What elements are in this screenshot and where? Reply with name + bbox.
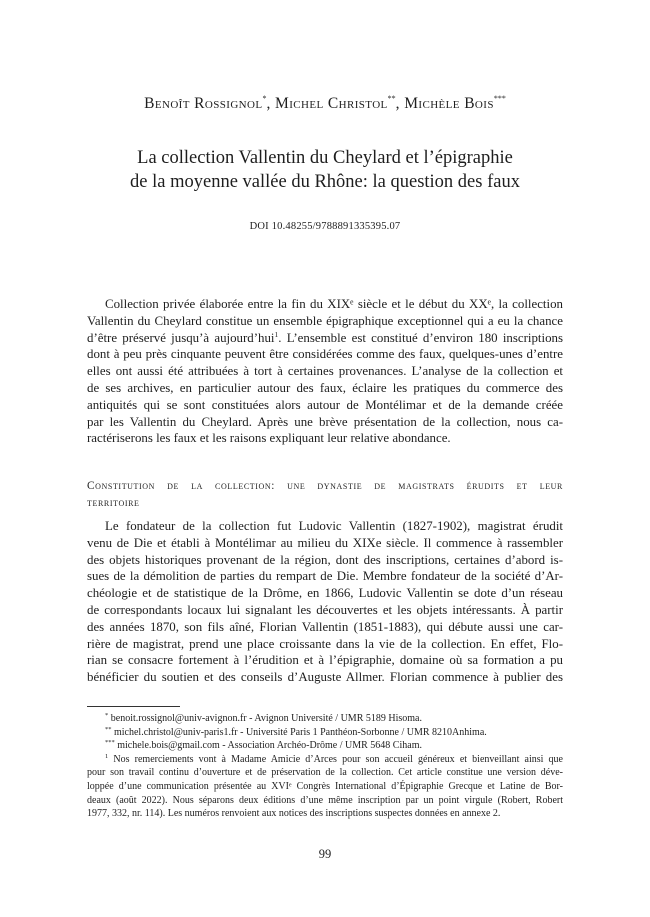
text-line: ractériserons les faux et les raisons expliquant leur relative abondance. — [87, 431, 451, 446]
footnote-marker: 1 — [274, 329, 279, 339]
heading-line: territoire — [87, 497, 140, 509]
text-line: de correspondants locaux lui signalant les découvertes et les objets intéressants. À partir — [87, 602, 563, 617]
footnote-text: michel.christol@univ-paris1.fr - Université Paris 1 Panthéon-Sorbonne / UMR 8210Anhima. — [111, 726, 487, 738]
footnote-marker: ** — [105, 725, 112, 733]
footnote-marker: *** — [105, 739, 115, 747]
author-list — [0, 94, 650, 113]
footnote-text: benoit.rossignol@univ-avignon.fr - Avignon Université / UMR 5189 Hisoma. — [108, 713, 422, 724]
text-line: Vallentin du Cheylard constitue un ensemble épigraphique exceptionnel qui a eu la chance — [87, 313, 563, 328]
author-name: Benoît Rossignol — [144, 95, 263, 112]
footnote-item — [87, 739, 563, 753]
text-line: par les Vallentin du Cheylard. Après une brève présentation de la collection, nous ca- — [87, 414, 563, 429]
text-line: rière de magistrat, prend une place croissante dans la vie de la collection. En effet, Flo- — [87, 636, 563, 651]
title-line: La collection Vallentin du Cheylard et l’épigraphie — [137, 148, 513, 168]
text-line: des années 1870, son fils aîné, Florian Vallentin (1851-1883), qui débute aussi une car- — [87, 619, 563, 634]
paper-title — [0, 146, 650, 194]
doi-text: DOI 10.48255/9788891335395.07 — [249, 221, 401, 232]
text-fragment: . L’ensemble est constitué d’environ 180 inscriptions — [278, 330, 563, 345]
footnote-item — [87, 726, 563, 740]
footnote-line: deaux (août 2022). Nous séparons deux éditions d’une même inscription par un point virgule (Robert, Robert — [87, 794, 563, 806]
text-line: de ses archives, en particulier autour des faux, éclaire les pratiques du commerce des — [87, 380, 563, 395]
footnote-line: loppée d’une communication présentée au XVIᵉ Congrès International d’Épigraphie Grecque et Latine de Bor- — [87, 780, 563, 792]
heading-line: Constitution de la collection: une dynastie de magistrats érudits et leur — [87, 480, 563, 492]
body-paragraph — [87, 518, 563, 686]
footnote-line: 1977, 332, nr. 114). Les numéros renvoient aux notices des inscriptions suspectes données en annexe 2. — [87, 808, 501, 820]
author-separator: , — [266, 95, 276, 112]
text-line — [87, 330, 563, 347]
text-line: venu de Die et établi à Montélimar au milieu du XIXe siècle. Il commence à rassembler — [87, 535, 563, 550]
footnote-text: Nos remerciements vont à Madame Amicie d’Arces pour son accueil généreux et bienveillant ainsi que — [108, 753, 563, 765]
footnote-item — [87, 753, 563, 767]
footnote-text: michele.bois@gmail.com - Association Archéo-Drôme / UMR 5648 Ciham. — [114, 740, 422, 752]
author-name: Michèle Bois — [404, 95, 494, 112]
page-number: 99 — [318, 847, 332, 861]
footnote-marker: *** — [493, 94, 506, 103]
title-line: de la moyenne vallée du Rhône: la question des faux — [130, 172, 520, 192]
text-line: dont à peu près cinquante peuvent être considérées comme des faux, quelques-unes d’entre — [87, 347, 563, 362]
footnote-marker: ** — [387, 94, 396, 103]
footnote-marker: * — [262, 94, 267, 103]
text-line: elles ont aussi été attribuées à tort à certaines provenances. L’analyse de la collection et — [87, 364, 563, 379]
footnote-divider — [87, 706, 180, 707]
text-line: des objets historiques provenant de la région, dont des inscriptions, certaines d’abord is- — [87, 552, 563, 567]
author-name: Michel Christol — [275, 95, 388, 112]
text-line: Collection privée élaborée entre la fin du XIXᵉ siècle et le début du XXᵉ, la collection — [105, 297, 563, 311]
intro-paragraph — [87, 296, 563, 447]
text-line: Le fondateur de la collection fut Ludovic Vallentin (1827-1902), magistrat érudit — [105, 519, 563, 533]
text-line: sues de la démolition de parties du rempart de Die. Membre fondateur de la société d’Ar- — [87, 569, 563, 584]
text-fragment: d’être préservé jusqu’à aujourd’hui — [87, 330, 275, 345]
text-line: chéologie et de statistique de la Drôme, en 1866, Ludovic Vallentin se dote d’un réseau — [87, 586, 563, 601]
footnote-marker: * — [105, 712, 109, 719]
text-line: antiquités qui se sont constituées alors autour de Montélimar et de la demande créée — [87, 397, 563, 412]
footnote-item — [87, 712, 563, 726]
section-heading — [87, 478, 563, 512]
footnote-line: pour son travail continu d’ouverture et de préservation de la collection. Cet article constitue une version déve- — [87, 767, 563, 779]
text-line: rian se consacre fortement à l’érudition et à l’épigraphie, domaine où sa formation a pu — [87, 653, 563, 668]
footnote-marker: 1 — [105, 752, 109, 760]
author-separator: , — [395, 95, 405, 112]
text-line: bénéficier du soutien et des conseils d’Auguste Allmer. Florian commence à publier des — [87, 670, 563, 685]
footnotes — [87, 712, 563, 821]
